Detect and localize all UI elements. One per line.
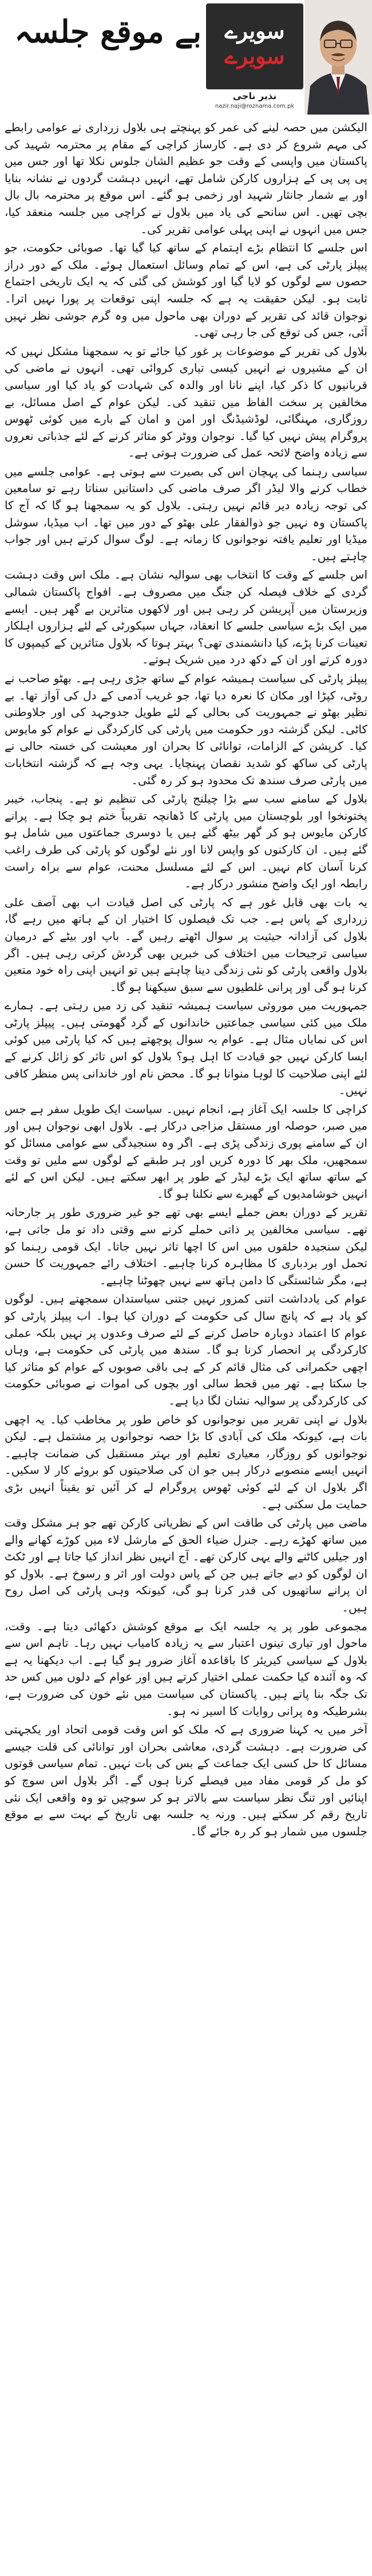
column-header bbox=[0, 0, 372, 109]
article-paragraph: مجموعی طور پر یہ جلسہ ایک بے موقع کوشش دکھائی دیتا ہے۔ وقت، ماحول اور تیاری تینوں اعتبار سے یہ زیادہ کامیاب نہیں رہا۔ تاہم اس سے بلاول کے سیاسی کیریئر کا باقاعدہ آغاز ضرور ہو گیا ہے۔ اب دیکھنا یہ ہے کہ وہ آئندہ کیا حکمت عملی اختیار کرتے ہیں اور عوام کے دلوں میں کس حد تک جگہ بنا پاتے ہیں۔ پاکستان کی سیاست میں نئے خون کی ضرورت ہے، بشرطیکہ وہ پرانی روایات کا اسیر نہ ہو۔ bbox=[5, 1619, 367, 1718]
article-paragraph: تقریر کے دوران بعض جملے ایسے بھی تھے جو غیر ضروری طور پر جارحانہ تھے۔ سیاسی مخالفین پر ذاتی حملے کرنے سے وقتی داد تو مل جاتی ہے، لیکن سنجیدہ حلقوں میں اس کا اچھا تاثر نہیں جاتا۔ ایک قومی رہنما کو تحمل اور بردباری کا مظاہرہ کرنا چاہیے۔ اختلاف رائے جمہوریت کا حسن ہے، مگر شائستگی کا دامن ہاتھ سے نہیں چھوٹنا چاہیے۔ bbox=[5, 1205, 367, 1287]
article-paragraph: بلاول کے سامنے سب سے بڑا چیلنج پارٹی کی تنظیم نو ہے۔ پنجاب، خیبر پختونخوا اور بلوچستان میں پارٹی کا ڈھانچہ تقریباً ختم ہو چکا ہے۔ پرانے کارکن مایوس ہو کر گھر بیٹھ گئے ہیں یا دوسری جماعتوں میں شامل ہو گئے ہیں۔ ان کارکنوں کو واپس لانا اور نئے لوگوں کو پارٹی کی طرف راغب کرنا آسان کام نہیں۔ اس کے لئے مسلسل محنت، عوام سے براہ راست رابطہ اور ایک واضح منشور درکار ہے۔ bbox=[5, 792, 367, 891]
masthead-line-1: سویرے bbox=[224, 18, 285, 44]
article-paragraph: آخر میں یہ کہنا ضروری ہے کہ ملک کو اس وقت قومی اتحاد اور یکجہتی کی ضرورت ہے۔ دہشت گردی، معاشی بحران اور توانائی کی قلت جیسے مسائل کا حل کسی ایک جماعت کے بس کی بات نہیں۔ تمام سیاسی قوتوں کو مل کر قومی مفاد میں فیصلے کرنا ہوں گے۔ اگر بلاول اس سوچ کو اپنائیں اور تنگ نظر سیاست سے بالاتر ہو کر سوچیں تو وہ واقعی ایک نئی تاریخ رقم کر سکتے ہیں۔ ورنہ یہ جلسہ بھی تاریخ کے بہت سے بے موقع جلسوں میں شمار ہو کر رہ جائے گا۔ bbox=[5, 1722, 367, 1838]
column-masthead bbox=[206, 3, 303, 89]
article-paragraph: اس جلسے کا انتظام بڑے اہتمام کے ساتھ کیا گیا تھا۔ صوبائی حکومت، جو پیپلز پارٹی کی ہے، اس کے تمام وسائل استعمال ہوئے۔ ملک کے دور دراز حصوں سے لوگوں کو لایا گیا اور کوشش کی گئی کہ یہ ایک تاریخی اجتماع ثابت ہو۔ لیکن حقیقت یہ ہے کہ جلسہ اپنی توقعات پر پورا نہیں اترا۔ نوجوان قائد کی تقریر کے دوران بھی ماحول میں وہ گرم جوشی نظر نہیں آئی، جس کی توقع کی جا رہی تھی۔ bbox=[5, 241, 367, 340]
article-paragraph: کراچی کا جلسہ ایک آغاز ہے، انجام نہیں۔ سیاست ایک طویل سفر ہے جس میں صبر، حوصلہ اور مستقل مزاجی درکار ہے۔ بلاول ابھی نوجوان ہیں اور ان کے سامنے پوری زندگی پڑی ہے۔ اگر وہ سنجیدگی سے عوامی مسائل کو سمجھیں، ملک بھر کا دورہ کریں اور ہر طبقے کے لوگوں سے ملیں تو وقت کے ساتھ ساتھ ایک بڑے لیڈر کے طور پر ابھر سکتے ہیں۔ لیکن اس کے لئے انہیں خوشامدیوں کے گھیرے سے نکلنا ہو گا۔ bbox=[5, 1102, 367, 1201]
article-paragraph: بلاول نے اپنی تقریر میں نوجوانوں کو خاص طور پر مخاطب کیا۔ یہ اچھی بات ہے، کیونکہ ملک کی آبادی کا بڑا حصہ نوجوانوں پر مشتمل ہے۔ لیکن نوجوانوں کو روزگار، معیاری تعلیم اور بہتر مستقبل کی ضمانت چاہیے۔ انہیں ایسے منصوبے درکار ہیں جو ان کی صلاحیتوں کو بروئے کار لا سکیں۔ اگر بلاول ان کے لئے کوئی ٹھوس پروگرام لے کر آئیں تو یقیناً انہیں بڑی حمایت مل سکتی ہے۔ bbox=[5, 1412, 367, 1511]
column-title: بے موقع جلسہ bbox=[14, 13, 201, 50]
author-name: نذیر ناجی bbox=[232, 91, 277, 101]
article-paragraph: یہ بات بھی قابل غور ہے کہ پارٹی کی اصل قیادت اب بھی آصف علی زرداری کے پاس ہے۔ جب تک فیصلوں کا اختیار ان کے ہاتھ میں رہے گا، بلاول کی آزادانہ حیثیت پر سوال اٹھتے رہیں گے۔ باپ اور بیٹے کے درمیان سیاسی ترجیحات میں اختلاف کی خبریں بھی گردش کرتی رہی ہیں۔ اگر بلاول واقعی پارٹی کو نئی زندگی دینا چاہتے ہیں تو انہیں اپنی راہ خود متعین کرنا ہو گی اور پرانی غلطیوں سے سبق سیکھنا ہو گا۔ bbox=[5, 895, 367, 994]
article-paragraph: اس جلسے کے وقت کا انتخاب بھی سوالیہ نشان ہے۔ ملک اس وقت دہشت گردی کے خلاف فیصلہ کن جنگ میں مصروف ہے۔ افواج پاکستان شمالی وزیرستان میں آپریشن کر رہی ہیں اور لاکھوں متاثرین بے گھر ہیں۔ ایسے میں ایک بڑے سیاسی جلسے کا انعقاد، جہاں سیکورٹی کے لئے ہزاروں اہلکار تعینات کرنا پڑے، کیا دانشمندی تھی؟ بہتر ہوتا کہ بلاول متاثرین کے کیمپوں کا دورہ کرتے اور ان کے دکھ درد میں شریک ہوتے۔ bbox=[5, 568, 367, 667]
article-paragraph: پیپلز پارٹی کی سیاست ہمیشہ عوام کے ساتھ جڑی رہی ہے۔ بھٹو صاحب نے روٹی، کپڑا اور مکان کا نعرہ دیا تھا، جو غریب آدمی کے دل کی آواز تھا۔ بے نظیر بھٹو نے جمہوریت کی بحالی کے لئے طویل جدوجہد کی اور جلاوطنی کاٹی۔ لیکن گزشتہ دور حکومت میں پارٹی کی کارکردگی نے عوام کو مایوس کیا۔ کرپشن کے الزامات، توانائی کا بحران اور معیشت کی خستہ حالی نے پارٹی کی ساکھ کو شدید نقصان پہنچایا۔ یہی وجہ ہے کہ گزشتہ انتخابات میں پارٹی صرف سندھ تک محدود ہو کر رہ گئی۔ bbox=[5, 671, 367, 787]
masthead-line-2: سویرے bbox=[224, 42, 285, 69]
article-paragraph: عوام کی یادداشت اتنی کمزور نہیں جتنی سیاستدان سمجھتے ہیں۔ لوگوں کو یاد ہے کہ پانچ سال کی حکومت کے دوران کیا ہوا۔ اب پیپلز پارٹی کو عوام کا اعتماد دوبارہ حاصل کرنے کے لئے صرف وعدوں پر نہیں بلکہ عملی کارکردگی پر انحصار کرنا ہو گا۔ سندھ میں پارٹی کی حکومت ہے، وہاں اچھی حکمرانی کی مثال قائم کر کے ہی باقی صوبوں کے عوام کو متاثر کیا جا سکتا ہے۔ تھر میں قحط سالی اور بچوں کی اموات نے صوبائی حکومت کی کارکردگی پر سوالیہ نشان لگا دیا ہے۔ bbox=[5, 1292, 367, 1407]
author-portrait-icon bbox=[304, 0, 372, 115]
article-paragraph: الیکشن میں حصہ لینے کی عمر کو پہنچتے ہی بلاول زرداری نے عوامی رابطے کی مہم شروع کر دی ہے۔ کارساز کراچی کے مقام پر محترمہ شہید کی پاکستان میں واپسی کے وقت جو عظیم الشان جلوس نکلا تھا اور جس میں پی پی پی کے ہزاروں کارکن شامل تھے، انہیں دہشت گردوں نے نشانہ بنایا اور بے شمار جانثار شہید اور زخمی ہو گئے۔ اس موقع پر محترمہ بال بال بچی تھیں۔ اس سانحے کی یاد میں بلاول نے کراچی میں جلسہ منعقد کیا، جس میں انہوں نے اپنی پہلی عوامی تقریر کی۔ bbox=[5, 120, 367, 236]
article-paragraph: ماضی میں پارٹی کی طاقت اس کے نظریاتی کارکن تھے جو ہر مشکل وقت میں ساتھ کھڑے رہے۔ جنرل ضیاء الحق کے مارشل لاء میں کوڑے کھانے والے اور جیلیں کاٹنے والے یہی کارکن تھے۔ آج انہیں نظر انداز کیا جاتا ہے اور ٹکٹ ان لوگوں کو دیے جاتے ہیں جن کے پاس دولت اور اثر و رسوخ ہے۔ بلاول کو ان پرانے ساتھیوں کی قدر کرنا ہو گی، کیونکہ وہی پارٹی کی اصل روح ہیں۔ bbox=[5, 1516, 367, 1615]
article-paragraph: بلاول کی تقریر کے موضوعات پر غور کیا جائے تو یہ سمجھنا مشکل نہیں کہ ان کے مشیروں نے انہیں کیسی تیاری کروائی تھی۔ انہوں نے ماضی کی قربانیوں کا ذکر کیا، اپنے نانا اور والدہ کی شہادت کو یاد کیا اور سیاسی مخالفین پر سخت الفاظ میں تنقید کی۔ لیکن عوام کے اصل مسائل، بے روزگاری، مہنگائی، لوڈشیڈنگ اور امن و امان کے بارے میں کوئی ٹھوس پروگرام پیش نہیں کیا گیا۔ نوجوان ووٹر کو متاثر کرنے کے لئے جذباتی نعروں سے زیادہ واضح لائحہ عمل کی ضرورت ہوتی ہے۔ bbox=[5, 344, 367, 460]
author-email: nazir.naji@roznama.com.pk bbox=[215, 103, 295, 109]
article-paragraph: سیاسی رہنما کی پہچان اس کی بصیرت سے ہوتی ہے۔ عوامی جلسے میں خطاب کرنے والا لیڈر اگر صرف ماضی کی داستانیں سناتا رہے تو سامعین کی توجہ زیادہ دیر قائم نہیں رہتی۔ بلاول کو یہ سمجھنا ہو گا کہ آج کا پاکستان وہ نہیں جو ذوالفقار علی بھٹو کے دور میں تھا۔ اب میڈیا، سوشل میڈیا اور تعلیم یافتہ نوجوانوں کا زمانہ ہے۔ لوگ سوال کرتے ہیں اور جواب چاہتے ہیں۔ bbox=[5, 464, 367, 563]
article-body bbox=[5, 119, 367, 2571]
masthead-logo bbox=[206, 18, 303, 68]
article-paragraph: جمہوریت میں موروثی سیاست ہمیشہ تنقید کی زد میں رہتی ہے۔ ہمارے ملک میں کئی سیاسی جماعتیں خاندانوں کے گرد گھومتی ہیں۔ پیپلز پارٹی اس کی نمایاں مثال ہے۔ عوام یہ سوال پوچھتے ہیں کہ کیا پارٹی میں کوئی ایسا کارکن نہیں جو قیادت کا اہل ہو؟ بلاول کو اس تاثر کو زائل کرنے کے لئے اپنی صلاحیت کا لوہا منوانا ہو گا۔ محض نام اور خاندانی پس منظر کافی نہیں۔ bbox=[5, 998, 367, 1098]
author-portrait-svg bbox=[304, 0, 372, 115]
